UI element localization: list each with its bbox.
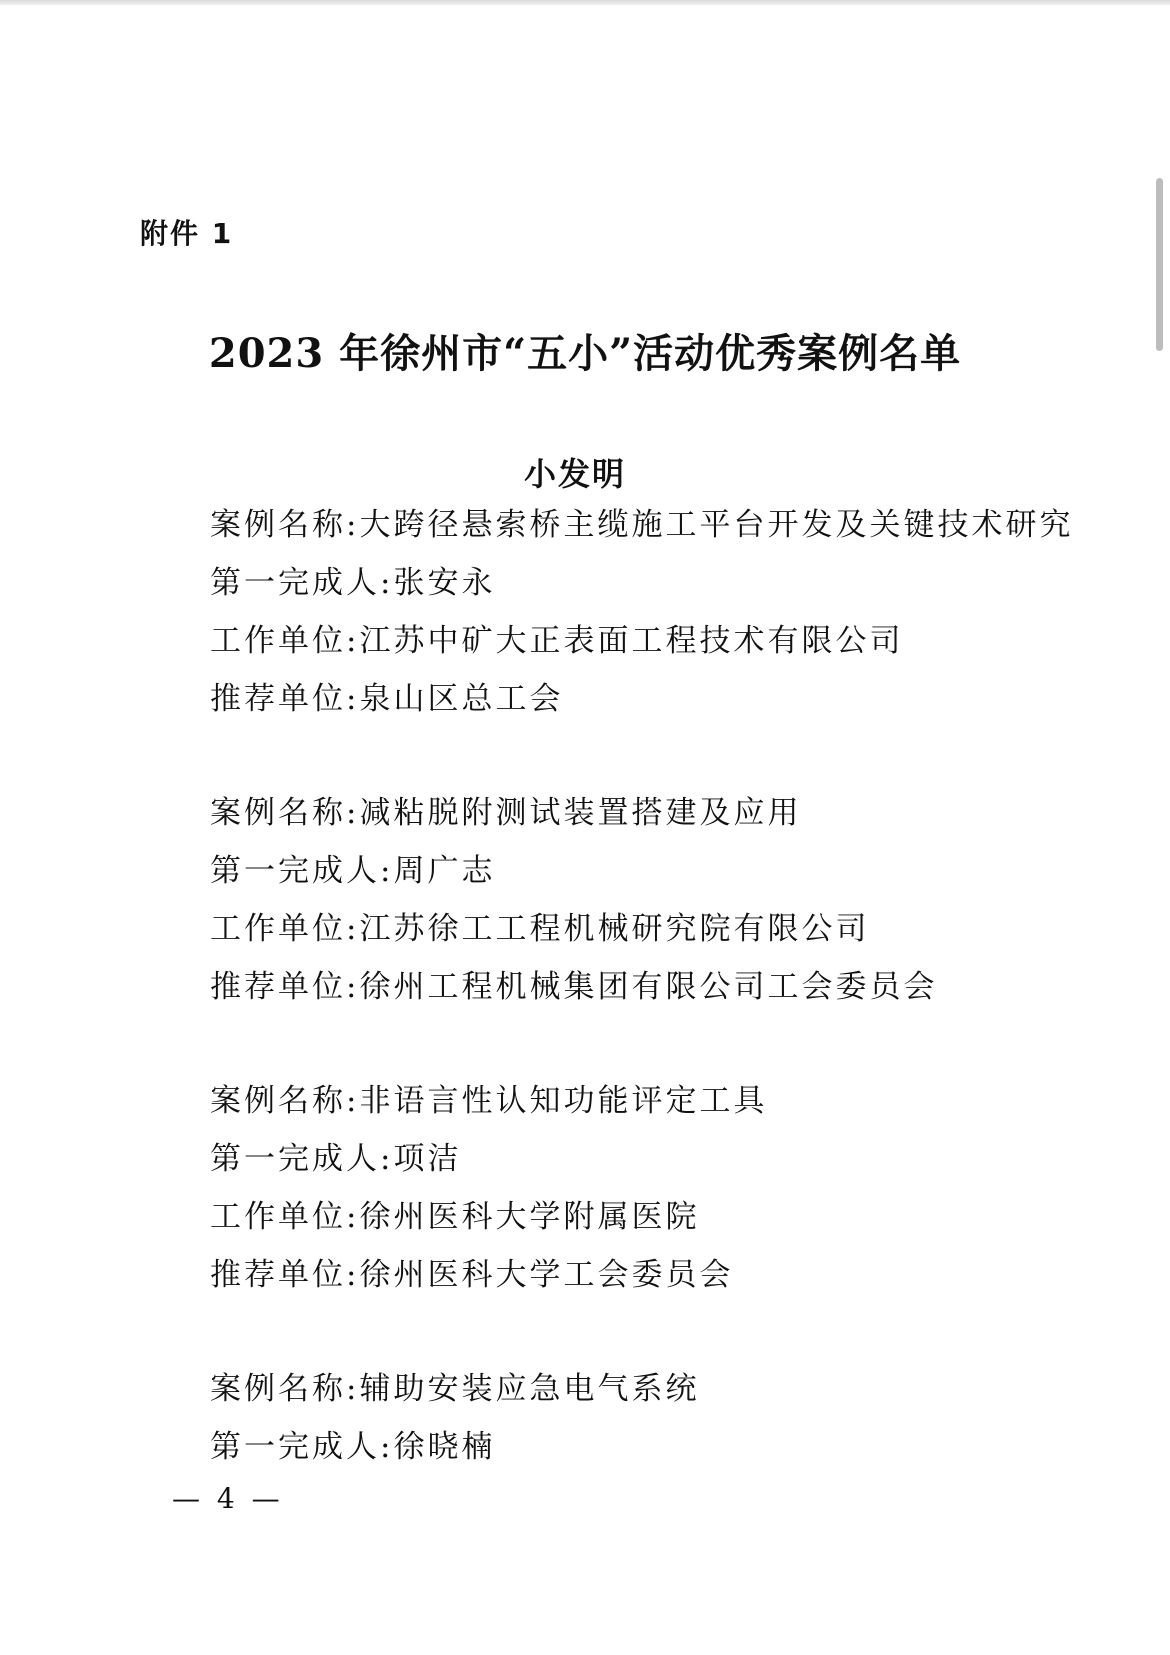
case-entry-4 — [210, 1360, 1110, 1476]
case-name: 案例名称:减粘脱附测试装置搭建及应用 — [210, 795, 802, 831]
case-recommending-unit: 推荐单位:泉山区总工会 — [210, 681, 564, 717]
case-work-unit: 工作单位:徐州医科大学附属医院 — [210, 1199, 700, 1235]
case-entry-3 — [210, 1072, 1110, 1304]
document-title: 2023 年徐州市“五小”活动优秀案例名单 — [208, 330, 962, 377]
case-first-completer: 第一完成人:项洁 — [210, 1141, 462, 1177]
case-entry-2 — [210, 784, 1110, 1016]
case-work-unit: 工作单位:江苏徐工工程机械研究院有限公司 — [210, 911, 870, 947]
case-first-completer: 第一完成人:周广志 — [210, 853, 496, 889]
case-name: 案例名称:辅助安装应急电气系统 — [210, 1371, 700, 1407]
case-recommending-unit: 推荐单位:徐州医科大学工会委员会 — [210, 1257, 734, 1293]
case-name: 案例名称:非语言性认知功能评定工具 — [210, 1083, 768, 1119]
attachment-label: 附件 1 — [140, 217, 234, 250]
case-entry-1 — [210, 496, 1110, 728]
page-top-edge — [0, 0, 1170, 5]
case-first-completer: 第一完成人:张安永 — [210, 565, 496, 601]
page-number: — 4 — — [172, 1482, 284, 1515]
section-heading: 小发明 — [523, 455, 626, 493]
case-name: 案例名称:大跨径悬索桥主缆施工平台开发及关键技术研究 — [210, 507, 1074, 543]
case-recommending-unit: 推荐单位:徐州工程机械集团有限公司工会委员会 — [210, 969, 938, 1005]
case-work-unit: 工作单位:江苏中矿大正表面工程技术有限公司 — [210, 623, 904, 659]
case-first-completer: 第一完成人:徐晓楠 — [210, 1429, 496, 1465]
